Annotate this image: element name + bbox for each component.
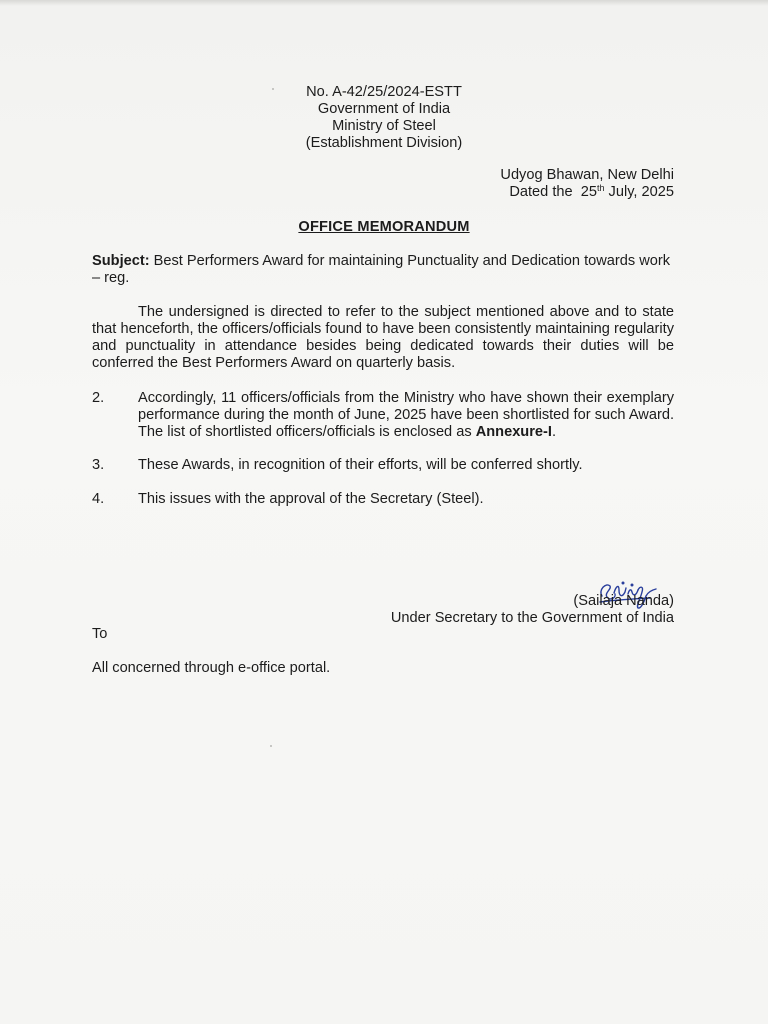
scan-edge-shadow [0, 0, 768, 6]
paragraph-3 [92, 457, 674, 474]
date-line [500, 184, 674, 201]
date-prefix: Dated the 25 [509, 184, 597, 200]
date-rest: July, 2025 [604, 184, 674, 200]
signatory-designation: Under Secretary to the Government of India [390, 610, 674, 626]
paragraph-number: 3. [92, 457, 105, 473]
government-line: Government of India [317, 101, 451, 117]
subject-label: Subject: [92, 253, 150, 269]
place-and-date [500, 167, 674, 201]
memo-title: OFFICE MEMORANDUM [298, 219, 470, 235]
paragraph-text [138, 390, 674, 441]
letter-header [250, 84, 518, 152]
file-number: No. A-42/25/2024-ESTT [306, 84, 462, 100]
to-label: To [92, 626, 108, 642]
place-line: Udyog Bhawan, New Delhi [500, 167, 674, 183]
annexure-reference: Annexure-I [475, 424, 552, 440]
division-line: (Establishment Division) [305, 135, 463, 151]
subject-text: Best Performers Award for maintaining Punctuality and Dedication towards work – reg. [92, 253, 671, 286]
paragraph-number: 4. [92, 491, 105, 507]
subject-line [92, 253, 674, 287]
paragraph-2-body: Accordingly, 11 officers/officials from the Ministry who have shown their exemplary performance during the month of June, 2025 have been shortlisted for such Award. The list of shortlisted officers/officials is enclosed as [138, 390, 674, 440]
ministry-line: Ministry of Steel [332, 118, 436, 134]
paragraph-text: These Awards, in recognition of their efforts, will be conferred shortly. [138, 457, 583, 473]
signatory-name: (Sailaja Nanda) [573, 593, 674, 609]
paragraph-2-end: . [551, 424, 556, 440]
paragraph-2 [92, 390, 674, 441]
paragraph-text: This issues with the approval of the Secretary (Steel). [138, 491, 484, 507]
recipients-line: All concerned through e-office portal. [92, 660, 331, 676]
paragraph-1: The undersigned is directed to refer to the subject mentioned above and to state that henceforth, the officers/officials found to have been consistently maintaining regularity and punctuality in attendance besides being dedicated towards their duties will be conferred the Best Performers Award on quarterly basis. [92, 304, 674, 371]
paragraph-number: 2. [92, 390, 105, 406]
scan-speck [270, 745, 272, 747]
paragraph-4 [92, 491, 674, 508]
date-ordinal: th [596, 183, 605, 193]
